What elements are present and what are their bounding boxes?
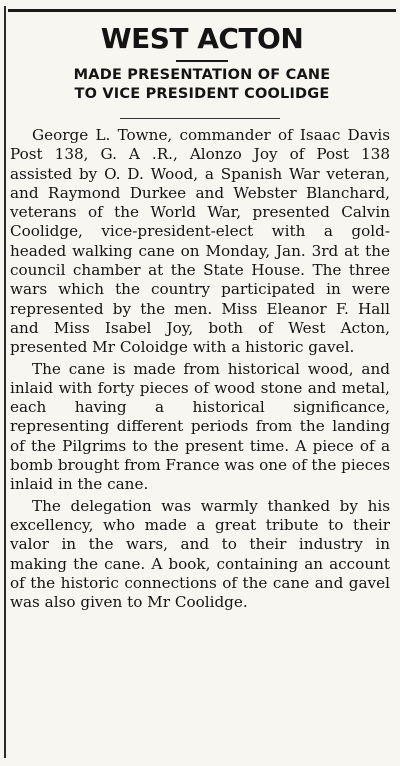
top-rule [8,9,396,12]
headline-rule [176,60,228,62]
column-left-rule [4,6,6,758]
subhead-rule [120,118,280,119]
column-bottom-mark [4,740,12,752]
subhead-line-1: MADE PRESENTATION OF CANE [73,67,331,83]
subhead-line-2: TO VICE PRESIDENT COOLIDGE [74,86,330,102]
subheadline [8,66,396,104]
paragraph-3: The delegation was warmly thanked by his excellency, who made a great tribute to their valor in the wars, and to their industry in making the cane. A book, containing an account of the historic connections of the cane and gavel was also given to Mr Coolidge. [10,496,390,612]
paragraph-1: George L. Towne, commander of Isaac Davis Post 138, G. A .R., Alonzo Joy of Post 138 assisted by O. D. Wood, a Spanish War veteran, and Raymond Durkee and Webster Blanchard, veterans of the World War, presented Calvin Coolidge, vice-president-elect with a gold-headed walking cane on Monday, Jan. 3rd at the council chamber at the State House. The three wars which the country participated in were represented by the men. Miss Eleanor F. Hall and Miss Isabel Joy, both of West Acton, presented Mr Coloidge with a historic gavel. [10,126,390,357]
headline: WEST ACTON [100,22,304,55]
article-body [10,126,390,612]
paragraph-2: The cane is made from historical wood, and inlaid with forty pieces of wood stone and metal, each having a historical significance, representing different periods from the landing of the Pilgrims to the present time. A piece of a bomb brought from France was one of the pieces inlaid in the cane. [10,359,390,494]
